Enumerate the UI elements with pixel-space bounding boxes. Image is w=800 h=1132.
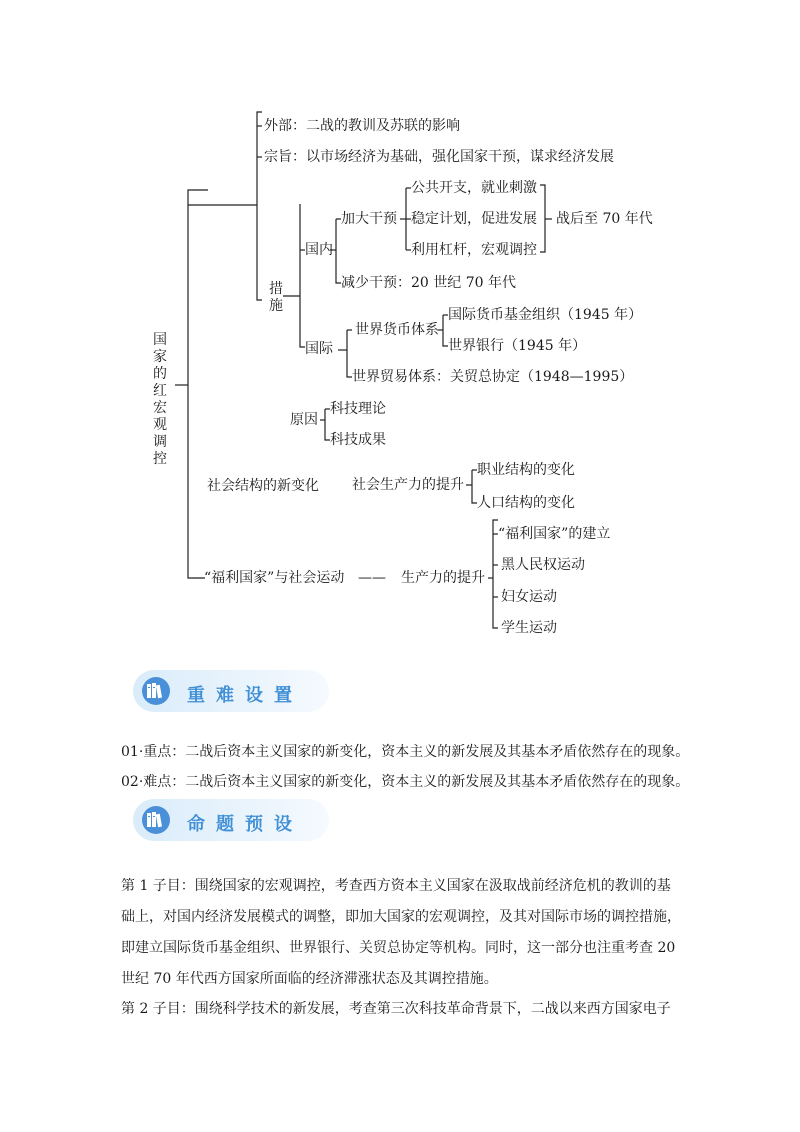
- node-fuli: “福利国家”与社会运动: [204, 570, 345, 586]
- books-icon: [142, 806, 170, 834]
- node-cuoshi: 措施: [269, 281, 283, 314]
- books-icon: [142, 677, 170, 705]
- node-fulijianli: “福利国家”的建立: [498, 526, 611, 542]
- body-line-5: 第 2 子目：围绕科学技术的新发展，考查第三次科技革命背景下，二战以来西方国家电子: [121, 1001, 671, 1017]
- section-banner-difficulty: [133, 670, 329, 712]
- node-guonei: 国内: [305, 242, 333, 258]
- node-shehuijiegou: 社会结构的新变化: [207, 478, 319, 494]
- node-waibu: 外部：二战的教训及苏联的影响: [264, 118, 460, 134]
- node-shengchanli1: 社会生产力的提升: [352, 477, 464, 493]
- node-renkou: 人口结构的变化: [477, 495, 575, 511]
- mindmap-root: 国家的红宏观调控: [153, 332, 167, 467]
- focus-key-point: 01·重点：二战后资本主义国家的新变化，资本主义的新发展及其基本矛盾依然存在的现象。: [121, 744, 690, 760]
- node-dash: ——: [358, 570, 386, 586]
- node-heiren: 黑人民权运动: [501, 557, 585, 573]
- node-kejichengguo: 科技成果: [330, 432, 386, 448]
- node-shijiehuobi: 世界货币体系: [355, 322, 439, 338]
- node-wending: 稳定计划，促进发展: [411, 211, 537, 227]
- node-zongzhi: 宗旨：以市场经济为基础，强化国家干预，谋求经济发展: [264, 149, 614, 165]
- node-imf: 国际货币基金组织（1945 年）: [448, 307, 643, 323]
- node-liyong: 利用杠杆，宏观调控: [411, 242, 537, 258]
- node-zhanhou: 战后至 70 年代: [556, 211, 653, 227]
- node-shengchanli2: 生产力的提升: [401, 570, 485, 586]
- body-line-1: 第 1 子目：围绕国家的宏观调控，考查西方资本主义国家在汲取战前经济危机的教训的基: [121, 878, 671, 894]
- node-gonggong: 公共开支，就业刺激: [411, 180, 537, 196]
- body-line-3: 即建立国际货币基金组织、世界银行、关贸总协定等机构。同时，这一部分也注重考查 20: [121, 940, 676, 956]
- node-xuesheng: 学生运动: [501, 620, 557, 636]
- node-jianshao: 减少干预：20 世纪 70 年代: [341, 275, 516, 291]
- body-line-2: 础上，对国内经济发展模式的调整，即加大国家的宏观调控，及其对国际市场的调控措施，: [121, 909, 681, 925]
- banner-title: 命题预设: [187, 814, 303, 835]
- node-kejililun: 科技理论: [330, 401, 386, 417]
- banner-title: 重难设置: [187, 685, 303, 706]
- node-jiada: 加大干预: [341, 211, 397, 227]
- node-funv: 妇女运动: [501, 589, 557, 605]
- node-yuanyin: 原因: [290, 412, 318, 428]
- node-zhiye: 职业结构的变化: [477, 462, 575, 478]
- body-line-4: 世纪 70 年代西方国家所面临的经济滞涨状态及其调控措施。: [121, 971, 498, 987]
- node-wb: 世界银行（1945 年）: [448, 338, 587, 354]
- focus-difficult-point: 02·难点：二战后资本主义国家的新变化，资本主义的新发展及其基本矛盾依然存在的现象。: [121, 774, 690, 790]
- node-maoyi: 世界贸易体系：关贸总协定（1948—1995）: [352, 369, 634, 385]
- node-guoji: 国际: [305, 341, 333, 357]
- section-banner-proposition: [133, 799, 329, 841]
